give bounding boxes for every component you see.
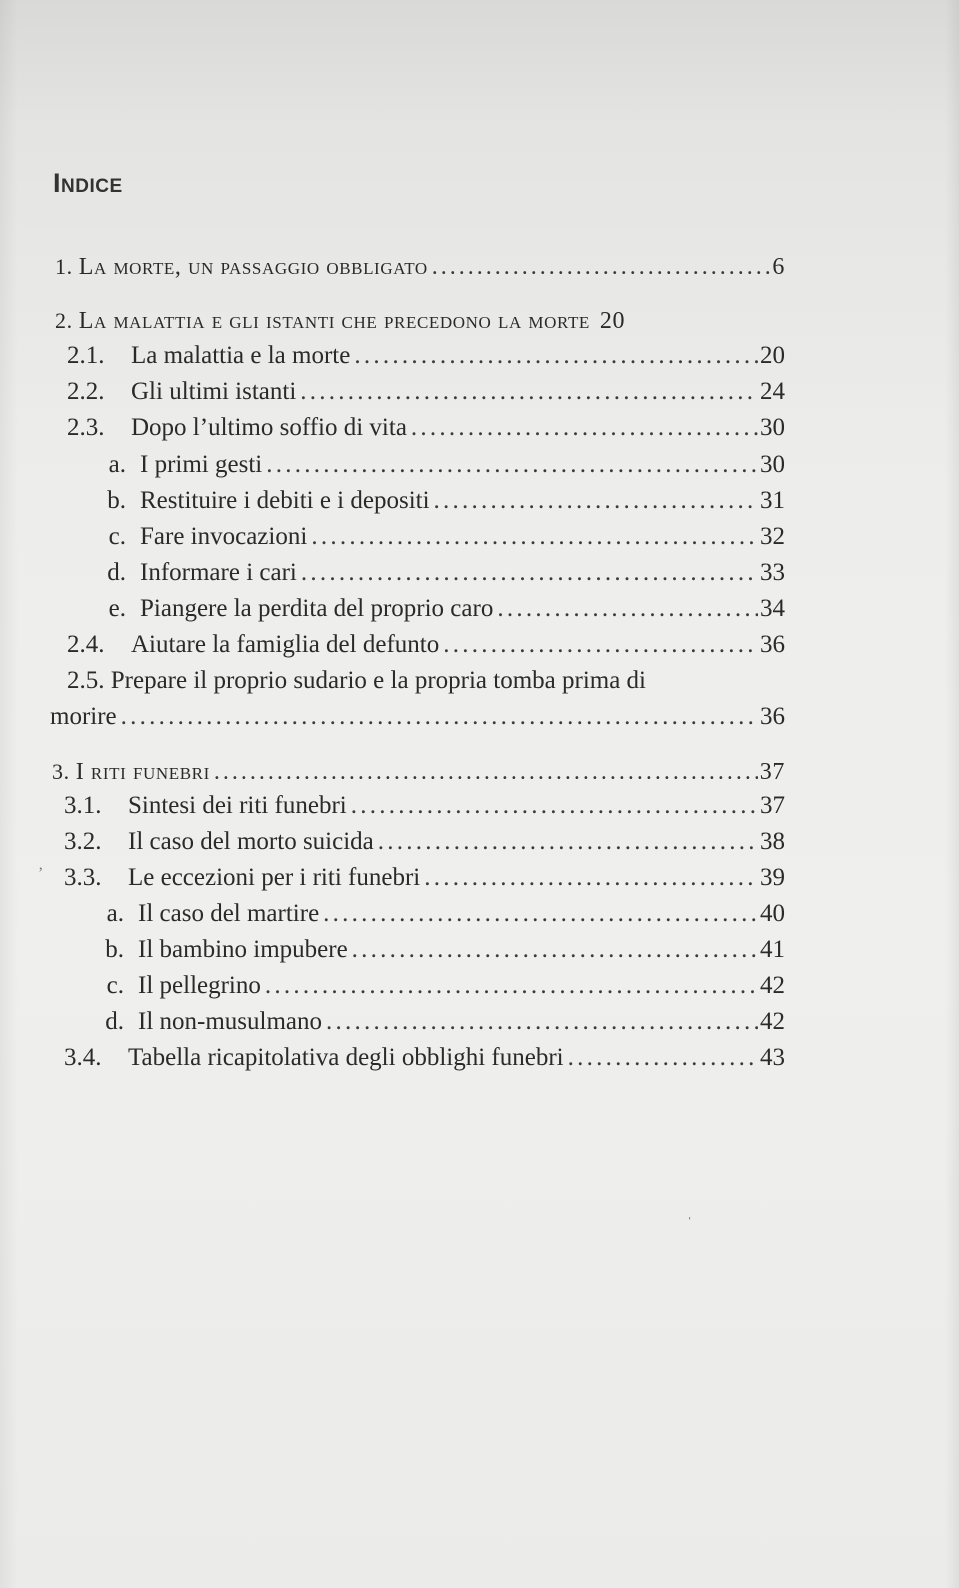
- page-number: 42: [760, 1008, 785, 1035]
- page-number: 38: [760, 828, 785, 855]
- dot-leader: [354, 341, 758, 371]
- page-number: 20: [599, 308, 626, 334]
- toc-section[interactable]: [64, 863, 785, 893]
- page-number: 6: [772, 254, 785, 280]
- toc-subsection[interactable]: [88, 522, 785, 552]
- page-number: 33: [760, 559, 785, 586]
- dot-leader: [265, 971, 758, 1001]
- subsection-title: Il pellegrino: [138, 972, 261, 999]
- page-number: 30: [760, 451, 785, 478]
- page-number: 42: [760, 972, 785, 999]
- toc-subsection[interactable]: [86, 1007, 785, 1037]
- section-number: 3.3.: [64, 864, 102, 891]
- dot-leader: [121, 702, 758, 732]
- subsection-title: Fare invocazioni: [140, 523, 308, 550]
- subsection-title: Informare i cari: [140, 559, 297, 586]
- section-number: 2.4.: [67, 631, 105, 658]
- toc-subsection[interactable]: [88, 594, 785, 624]
- toc-section[interactable]: [67, 630, 785, 660]
- subsection-letter: b.: [105, 936, 124, 963]
- subsection-title: Piangere la perdita del proprio caro: [140, 595, 494, 622]
- toc-subsection[interactable]: [88, 486, 785, 516]
- page-number: 31: [760, 487, 785, 514]
- toc-chapter[interactable]: [52, 757, 785, 787]
- toc-section[interactable]: [64, 791, 785, 821]
- subsection-letter: d.: [105, 1008, 124, 1035]
- page-number: 32: [760, 523, 785, 550]
- dot-leader: [443, 630, 758, 660]
- toc-section[interactable]: [64, 827, 785, 857]
- page-number: 36: [760, 631, 785, 658]
- dot-leader: [214, 757, 758, 787]
- page-number: 36: [760, 703, 785, 730]
- section-title: La malattia e la morte: [131, 342, 351, 369]
- section-number: 2.1.: [67, 342, 105, 369]
- toc-subsection[interactable]: [86, 935, 785, 965]
- section-number: 3.4.: [64, 1044, 102, 1071]
- dot-leader: [301, 558, 758, 588]
- section-title: Tabella ricapitolativa degli obblighi funebri: [128, 1044, 564, 1071]
- dot-leader: [432, 252, 771, 282]
- section-title: Le eccezioni per i riti funebri: [128, 864, 421, 891]
- chapter-title: La malattia e gli istanti che precedono la morte: [78, 308, 590, 334]
- toc-chapter[interactable]: [55, 306, 795, 336]
- dot-leader: [497, 594, 758, 624]
- dot-leader: [424, 863, 758, 893]
- toc-subsection[interactable]: [86, 971, 785, 1001]
- section-title: Gli ultimi istanti: [131, 378, 297, 405]
- dot-leader: [323, 899, 758, 929]
- subsection-letter: a.: [106, 900, 124, 927]
- page-title: Indice: [53, 168, 123, 198]
- page-number: 43: [760, 1044, 785, 1071]
- dot-leader: [266, 450, 758, 480]
- subsection-title: Restituire i debiti e i depositi: [140, 487, 430, 514]
- section-title: Il caso del morto suicida: [128, 828, 374, 855]
- subsection-title: Il bambino impubere: [138, 936, 348, 963]
- page-number: 41: [760, 936, 785, 963]
- subsection-letter: c.: [108, 523, 126, 550]
- section-title: Dopo l’ultimo soffio di vita: [131, 414, 407, 441]
- toc-subsection[interactable]: [86, 899, 785, 929]
- page-number: 37: [759, 759, 785, 785]
- toc-chapter[interactable]: [55, 252, 785, 282]
- dot-leader: [352, 935, 758, 965]
- dot-leader: [311, 522, 758, 552]
- subsection-letter: d.: [107, 559, 126, 586]
- page-number: 37: [760, 792, 785, 819]
- section-title-line2: morire: [50, 703, 117, 730]
- toc-section-wrapped[interactable]: [67, 666, 646, 696]
- chapter-number: 3.: [52, 759, 70, 784]
- section-number: 3.1.: [64, 792, 102, 819]
- section-title: Sintesi dei riti funebri: [128, 792, 347, 819]
- dot-leader: [300, 377, 758, 407]
- page-number: 30: [760, 414, 785, 441]
- dot-leader: [434, 486, 758, 516]
- toc-section-continuation[interactable]: [50, 702, 785, 732]
- page-number: 34: [760, 595, 785, 622]
- dot-leader: [411, 413, 758, 443]
- page-number: 40: [760, 900, 785, 927]
- toc-subsection[interactable]: [88, 450, 785, 480]
- scan-mark: ʼ: [38, 865, 44, 882]
- section-title: Aiutare la famiglia del defunto: [131, 631, 440, 658]
- toc-section[interactable]: [67, 341, 785, 371]
- section-number: 3.2.: [64, 828, 102, 855]
- dot-leader: [378, 827, 758, 857]
- page-number: 24: [760, 378, 785, 405]
- page-number: 39: [760, 864, 785, 891]
- chapter-title: I riti funebri: [75, 759, 210, 785]
- dot-leader: [326, 1007, 758, 1037]
- section-number: 2.2.: [67, 378, 105, 405]
- toc-section[interactable]: [67, 413, 785, 443]
- toc-subsection[interactable]: [88, 558, 785, 588]
- chapter-title: La morte, un passaggio obbligato: [78, 254, 428, 280]
- scan-mark: ˌ: [687, 1203, 693, 1220]
- dot-leader: [351, 791, 758, 821]
- toc-section[interactable]: [67, 377, 785, 407]
- page-number: 20: [760, 342, 785, 369]
- subsection-letter: b.: [107, 487, 126, 514]
- section-title-line1: Prepare il proprio sudario e la propria tomba prima di: [110, 667, 647, 694]
- section-number: 2.5.: [67, 667, 105, 694]
- chapter-number: 1.: [55, 254, 73, 279]
- subsection-letter: c.: [106, 972, 124, 999]
- dot-leader: [568, 1043, 758, 1073]
- subsection-title: I primi gesti: [140, 451, 263, 478]
- subsection-letter: a.: [108, 451, 126, 478]
- subsection-letter: e.: [108, 595, 126, 622]
- subsection-title: Il non-musulmano: [138, 1008, 323, 1035]
- chapter-number: 2.: [55, 308, 73, 333]
- section-number: 2.3.: [67, 414, 105, 441]
- toc-section[interactable]: [64, 1043, 785, 1073]
- subsection-title: Il caso del martire: [138, 900, 320, 927]
